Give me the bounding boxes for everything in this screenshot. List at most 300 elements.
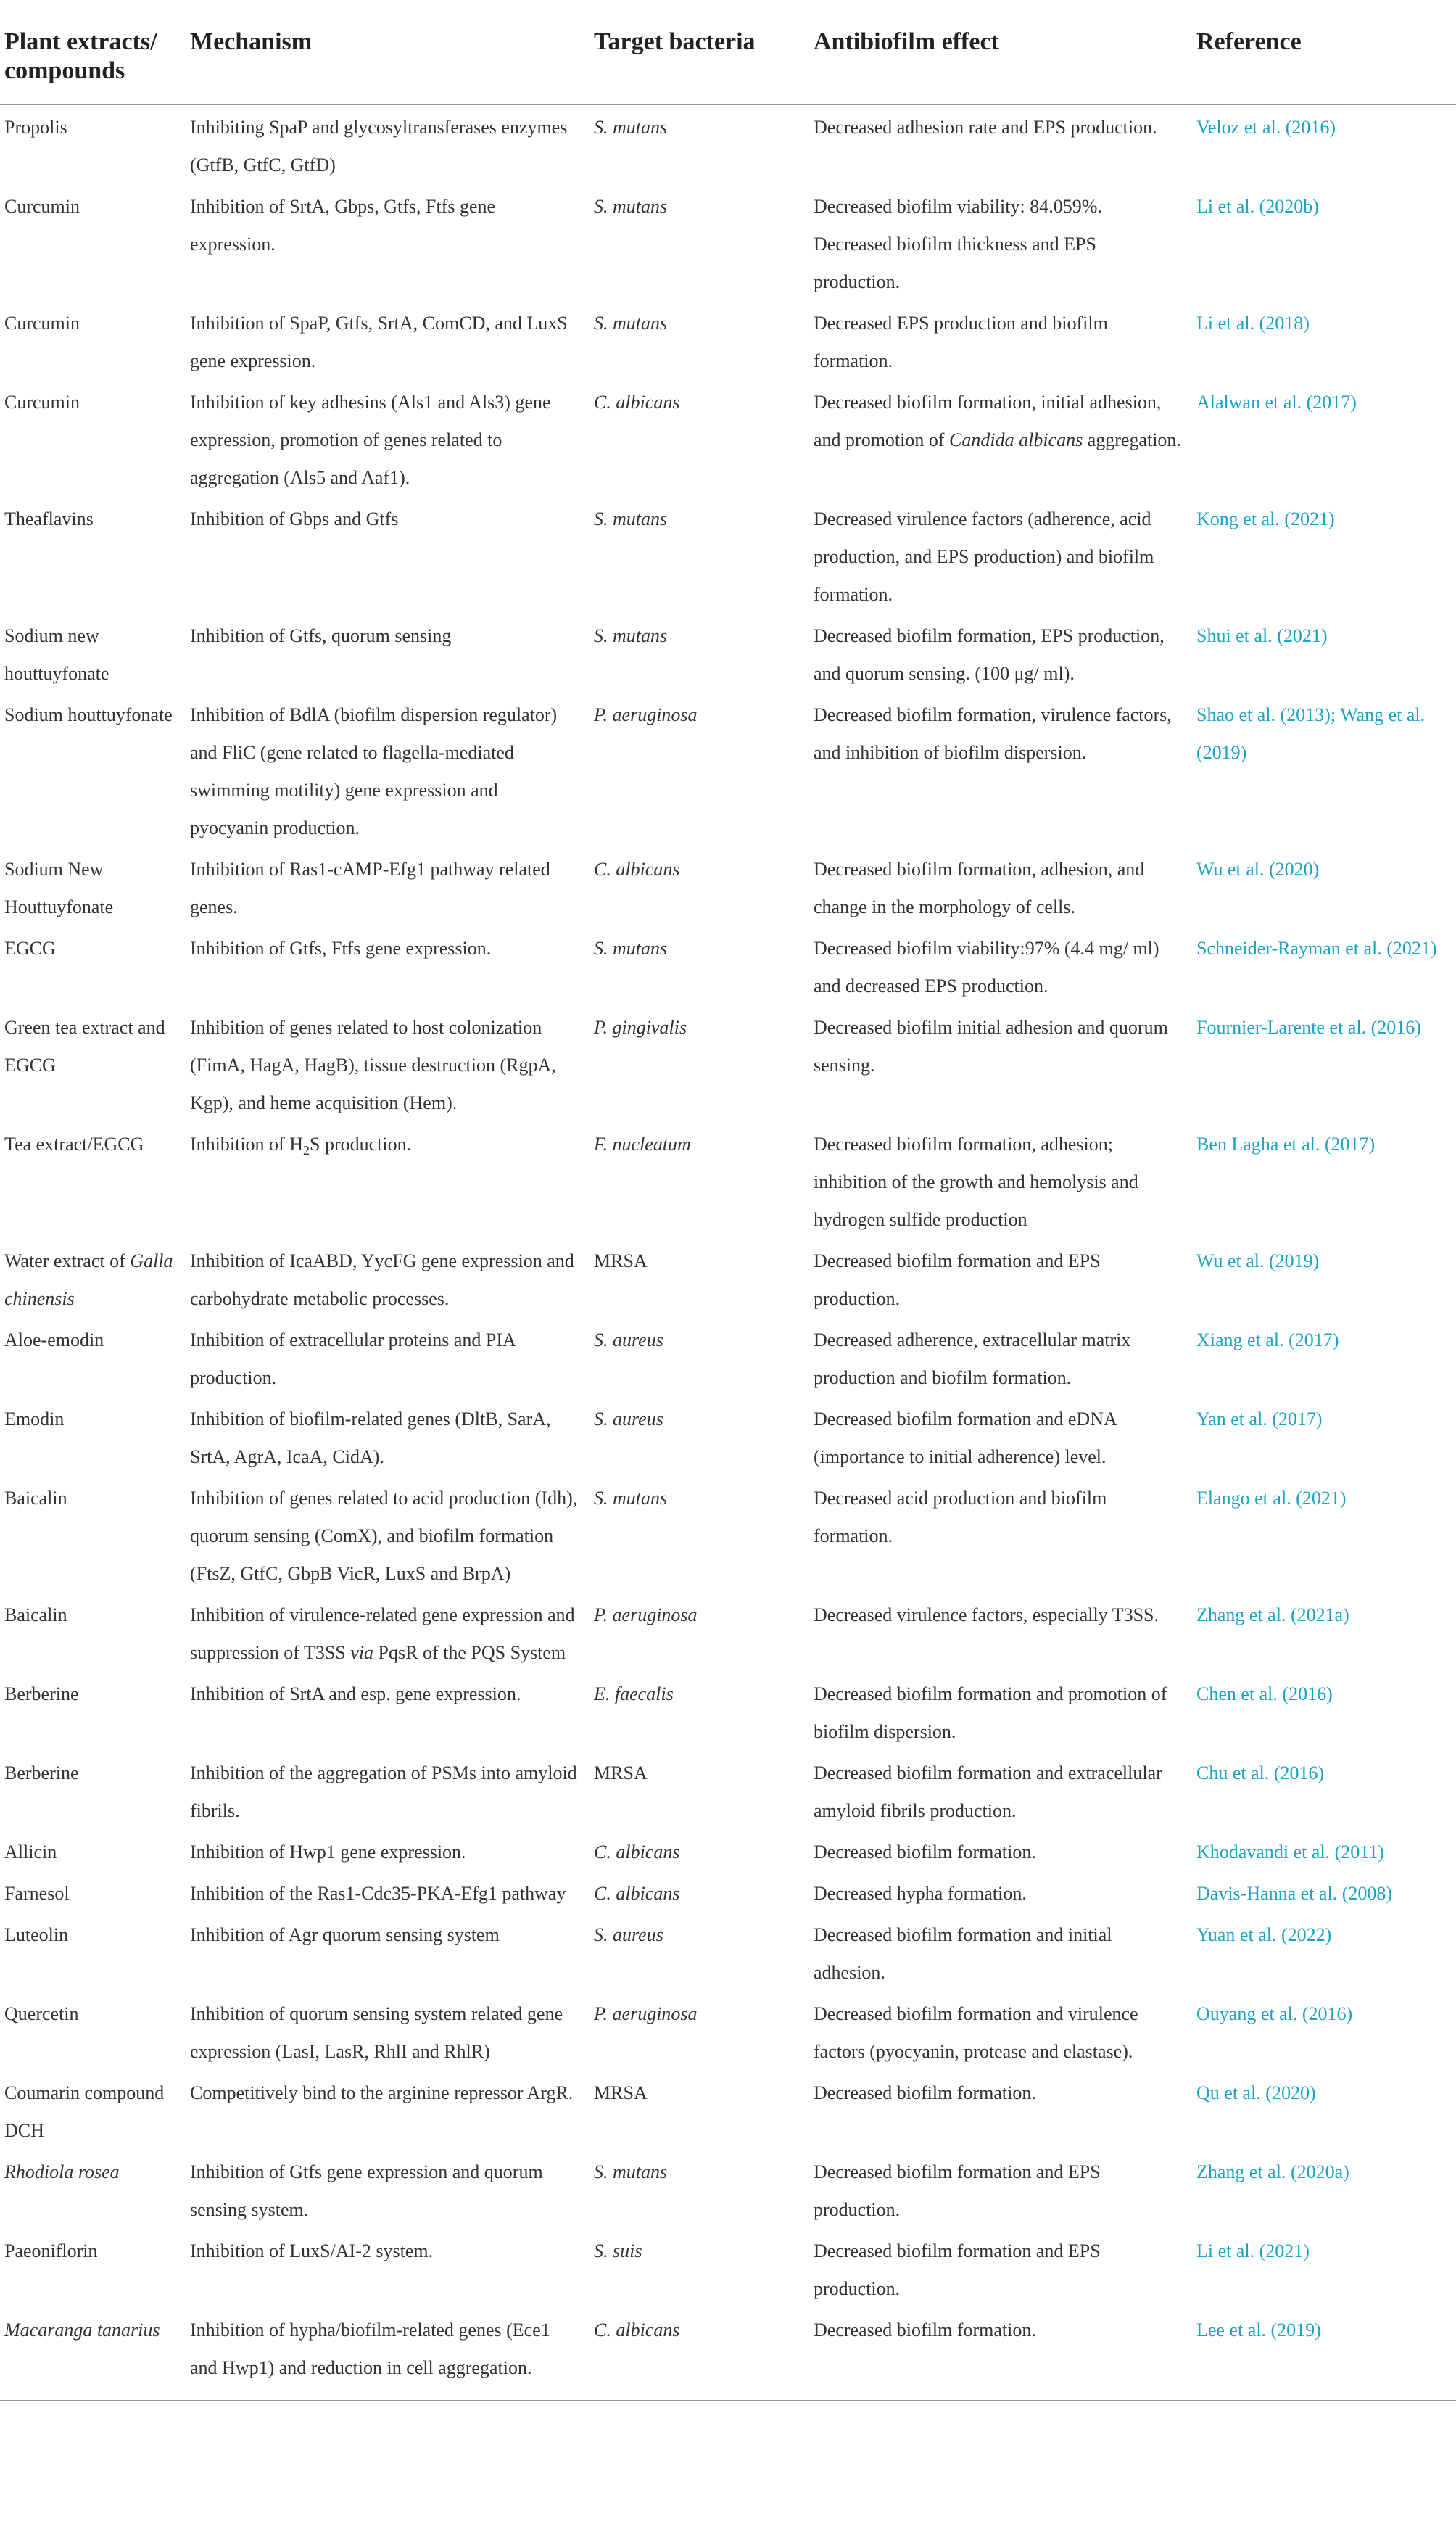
- table-row: [0, 1992, 1456, 2071]
- effect-text: Decreased acid production and biofilm formation.: [814, 1488, 1107, 1546]
- cell-reference: [1194, 1871, 1456, 1913]
- table-row: [0, 1239, 1456, 1318]
- table-row: [0, 926, 1456, 1005]
- bacteria-name: S. mutans: [594, 508, 668, 529]
- cell-reference: [1194, 105, 1456, 185]
- effect-text: Decreased hypha formation.: [814, 1883, 1027, 1904]
- cell-target-bacteria: [592, 1397, 814, 1476]
- cell-antibiofilm-effect: [814, 1830, 1194, 1871]
- bacteria-name: S. mutans: [594, 1488, 668, 1509]
- mechanism-text: Inhibition of Gtfs, quorum sensing: [190, 625, 452, 646]
- reference-link[interactable]: Kong et al. (2021): [1196, 508, 1335, 529]
- cell-target-bacteria: [592, 301, 814, 380]
- table-row: [0, 184, 1456, 301]
- cell-reference: [1194, 2150, 1456, 2229]
- cell-reference: [1194, 2308, 1456, 2401]
- cell-antibiofilm-effect: [814, 1239, 1194, 1318]
- cell-target-bacteria: [592, 497, 814, 614]
- header-reference: Reference: [1194, 0, 1456, 105]
- compound-text: Berberine: [4, 1683, 79, 1704]
- cell-antibiofilm-effect: [814, 1871, 1194, 1913]
- mechanism-text: Inhibition of hypha/biofilm-related genes (Ece1 and Hwp1) and reduction in cell aggregation.: [190, 2319, 550, 2378]
- compound-text: Berberine: [4, 1762, 79, 1783]
- cell-target-bacteria: [592, 926, 814, 1005]
- cell-target-bacteria: [592, 693, 814, 847]
- cell-reference: [1194, 1122, 1456, 1239]
- table-row: [0, 2150, 1456, 2229]
- effect-text: Decreased biofilm formation and EPS production.: [814, 1250, 1101, 1309]
- effect-text: Decreased biofilm formation.: [814, 1842, 1036, 1863]
- effect-text: Decreased biofilm formation and EPS production.: [814, 2161, 1101, 2220]
- bacteria-name: F. nucleatum: [594, 1134, 691, 1155]
- mechanism-text: Inhibition of IcaABD, YycFG gene expression and carbohydrate metabolic processes.: [190, 1250, 574, 1309]
- cell-antibiofilm-effect: [814, 1672, 1194, 1751]
- mechanism-text: Inhibition of biofilm-related genes (DltB, SarA, SrtA, AgrA, IcaA, CidA).: [190, 1409, 551, 1467]
- effect-text: Decreased biofilm formation, EPS production, and quorum sensing. (100 μg/ ml).: [814, 625, 1165, 684]
- mechanism-text: Inhibition of SrtA and esp. gene expression.: [190, 1683, 521, 1704]
- bacteria-name: S. mutans: [594, 117, 668, 138]
- compound-text: Curcumin: [4, 196, 80, 217]
- mechanism-text: PqsR of the PQS System: [373, 1642, 566, 1663]
- bacteria-name: S. aureus: [594, 1924, 663, 1945]
- compound-text: Tea extract/EGCG: [4, 1134, 144, 1155]
- reference-link[interactable]: Veloz et al. (2016): [1196, 117, 1336, 138]
- reference-link[interactable]: Alalwan et al. (2017): [1196, 392, 1357, 413]
- table-row: [0, 2071, 1456, 2150]
- bacteria-name: P. aeruginosa: [594, 2003, 698, 2024]
- mechanism-text: Competitively bind to the arginine repressor ArgR.: [190, 2082, 574, 2103]
- mechanism-text: Inhibition of H: [190, 1134, 303, 1155]
- bacteria-name: P. aeruginosa: [594, 1604, 698, 1625]
- reference-link[interactable]: Wu et al. (2020): [1196, 859, 1320, 880]
- cell-mechanism: [190, 2229, 592, 2308]
- table-row: [0, 1005, 1456, 1122]
- reference-link[interactable]: Fournier-Larente et al. (2016): [1196, 1017, 1421, 1038]
- cell-reference: [1194, 1913, 1456, 1992]
- bacteria-name: MRSA: [594, 2082, 648, 2103]
- cell-reference: [1194, 847, 1456, 926]
- cell-target-bacteria: [592, 1593, 814, 1672]
- cell-antibiofilm-effect: [814, 693, 1194, 847]
- effect-text: Decreased virulence factors, especially T3SS.: [814, 1604, 1159, 1625]
- effect-text: Decreased biofilm formation, virulence factors, and inhibition of biofilm dispersion.: [814, 704, 1172, 763]
- header-compounds: Plant extracts/ compounds: [0, 0, 190, 105]
- bacteria-name: MRSA: [594, 1250, 648, 1271]
- cell-mechanism: [190, 693, 592, 847]
- cell-reference: [1194, 1397, 1456, 1476]
- mechanism-text: Inhibiting SpaP and glycosyltransferases enzymes (GtfB, GtfC, GtfD): [190, 117, 568, 176]
- cell-reference: [1194, 1751, 1456, 1830]
- bacteria-name: C. albicans: [594, 1883, 680, 1904]
- cell-reference: [1194, 2071, 1456, 2150]
- effect-text: Decreased adherence, extracellular matrix production and biofilm formation.: [814, 1329, 1131, 1388]
- bacteria-name: E. faecalis: [594, 1683, 674, 1704]
- cell-compound: [0, 2229, 190, 2308]
- reference-link[interactable]: Yan et al. (2017): [1196, 1409, 1323, 1430]
- table-body: [0, 105, 1456, 2401]
- compound-text: Curcumin: [4, 392, 80, 413]
- cell-compound: [0, 1913, 190, 1992]
- compound-text: Baicalin: [4, 1488, 67, 1509]
- cell-mechanism: [190, 1830, 592, 1871]
- compound-text: Emodin: [4, 1409, 65, 1430]
- header-antibiofilm-effect: Antibiofilm effect: [814, 0, 1194, 105]
- cell-mechanism: [190, 301, 592, 380]
- cell-mechanism: [190, 380, 592, 497]
- table-row: [0, 693, 1456, 847]
- table-row: [0, 2308, 1456, 2401]
- bacteria-name: C. albicans: [594, 2319, 680, 2341]
- cell-target-bacteria: [592, 614, 814, 693]
- reference-link[interactable]: Ouyang et al. (2016): [1196, 2003, 1353, 2024]
- cell-mechanism: [190, 1913, 592, 1992]
- cell-antibiofilm-effect: [814, 1397, 1194, 1476]
- cell-compound: [0, 2071, 190, 2150]
- effect-text: Decreased biofilm viability:97% (4.4 mg/ ml) and decreased EPS production.: [814, 938, 1159, 997]
- bacteria-name: S. suis: [594, 2240, 642, 2261]
- cell-target-bacteria: [592, 1122, 814, 1239]
- cell-compound: [0, 1672, 190, 1751]
- cell-mechanism: [190, 2150, 592, 2229]
- cell-mechanism: [190, 1122, 592, 1239]
- cell-mechanism: [190, 1239, 592, 1318]
- table-row: [0, 614, 1456, 693]
- mechanism-text: Inhibition of Agr quorum sensing system: [190, 1924, 500, 1945]
- cell-compound: [0, 1751, 190, 1830]
- cell-antibiofilm-effect: [814, 1992, 1194, 2071]
- cell-mechanism: [190, 614, 592, 693]
- cell-compound: [0, 2308, 190, 2401]
- mechanism-text: Inhibition of virulence-related gene expression and suppression of T3SS: [190, 1604, 575, 1663]
- effect-text: Decreased biofilm formation and EPS production.: [814, 2240, 1101, 2299]
- cell-mechanism: [190, 926, 592, 1005]
- cell-mechanism: [190, 1005, 592, 1122]
- cell-reference: [1194, 184, 1456, 301]
- mechanism-text: Inhibition of SrtA, Gbps, Gtfs, Ftfs gene expression.: [190, 196, 496, 255]
- table-row: [0, 1913, 1456, 1992]
- cell-mechanism: [190, 1751, 592, 1830]
- cell-mechanism: [190, 1593, 592, 1672]
- cell-target-bacteria: [592, 105, 814, 185]
- effect-text: Decreased biofilm formation and promotion of biofilm dispersion.: [814, 1683, 1167, 1742]
- reference-link[interactable]: Wu et al. (2019): [1196, 1250, 1320, 1271]
- cell-reference: [1194, 1239, 1456, 1318]
- cell-compound: [0, 1239, 190, 1318]
- cell-target-bacteria: [592, 2071, 814, 2150]
- table-row: [0, 1593, 1456, 1672]
- cell-mechanism: [190, 497, 592, 614]
- mechanism-text: Inhibition of the Ras1-Cdc35-PKA-Efg1 pathway: [190, 1883, 566, 1904]
- cell-reference: [1194, 1672, 1456, 1751]
- effect-text: Decreased biofilm formation, initial adhesion, and promotion of: [814, 392, 1162, 450]
- compound-text: Farnesol: [4, 1883, 70, 1904]
- effect-text: Decreased biofilm formation and initial adhesion.: [814, 1924, 1112, 1983]
- compound-text: Curcumin: [4, 313, 80, 334]
- compound-text: Luteolin: [4, 1924, 69, 1945]
- compound-text: Macaranga tanarius: [4, 2319, 160, 2341]
- mechanism-text: Inhibition of Gtfs, Ftfs gene expression.: [190, 938, 492, 959]
- cell-compound: [0, 847, 190, 926]
- mechanism-text: Inhibition of key adhesins (Als1 and Als3) gene expression, promotion of genes related to aggregation (Als5 and Aaf1).: [190, 392, 551, 488]
- cell-antibiofilm-effect: [814, 847, 1194, 926]
- reference-link[interactable]: Chen et al. (2016): [1196, 1683, 1333, 1704]
- reference-link[interactable]: Li et al. (2020b): [1196, 196, 1319, 217]
- reference-link[interactable]: Zhang et al. (2020a): [1196, 2161, 1349, 2182]
- cell-reference: [1194, 1318, 1456, 1397]
- table-row: [0, 380, 1456, 497]
- cell-target-bacteria: [592, 1239, 814, 1318]
- cell-target-bacteria: [592, 1830, 814, 1871]
- cell-mechanism: [190, 1318, 592, 1397]
- compound-text: Rhodiola rosea: [4, 2161, 120, 2182]
- cell-reference: [1194, 1830, 1456, 1871]
- compound-text: Sodium houttuyfonate: [4, 704, 173, 725]
- header-mechanism: Mechanism: [190, 0, 592, 105]
- mechanism-text: Inhibition of BdlA (biofilm dispersion regulator) and FliC (gene related to flagella-mediated swimming motility) gene expression and pyocyanin production.: [190, 704, 558, 838]
- cell-mechanism: [190, 847, 592, 926]
- compound-text: Green tea extract and EGCG: [4, 1017, 165, 1076]
- cell-compound: [0, 497, 190, 614]
- effect-species-name: Candida albicans: [949, 429, 1083, 450]
- cell-compound: [0, 1397, 190, 1476]
- cell-compound: [0, 1476, 190, 1593]
- reference-link[interactable]: Davis-Hanna et al. (2008): [1196, 1883, 1393, 1904]
- mechanism-text: Inhibition of quorum sensing system related gene expression (LasI, LasR, RhlI and RhlR): [190, 2003, 563, 2062]
- cell-reference: [1194, 380, 1456, 497]
- cell-compound: [0, 1871, 190, 1913]
- table-row: [0, 1871, 1456, 1913]
- effect-text: Decreased virulence factors (adherence, acid production, and EPS production) and biofilm formation.: [814, 508, 1154, 605]
- bacteria-name: S. mutans: [594, 938, 668, 959]
- effect-text: Decreased adhesion rate and EPS production.: [814, 117, 1157, 138]
- cell-antibiofilm-effect: [814, 1476, 1194, 1593]
- compound-text: Quercetin: [4, 2003, 79, 2024]
- cell-reference: [1194, 614, 1456, 693]
- cell-antibiofilm-effect: [814, 105, 1194, 185]
- mechanism-italic-text: via: [350, 1642, 374, 1663]
- bacteria-name: P. aeruginosa: [594, 704, 698, 725]
- bacteria-name: C. albicans: [594, 1842, 680, 1863]
- cell-compound: [0, 1318, 190, 1397]
- cell-antibiofilm-effect: [814, 1593, 1194, 1672]
- compound-text: Coumarin compound DCH: [4, 2082, 165, 2141]
- reference-link[interactable]: Khodavandi et al. (2011): [1196, 1842, 1384, 1863]
- mechanism-text: Inhibition of genes related to host colonization (FimA, HagA, HagB), tissue destruction (RgpA, Kgp), and heme acquisition (Hem).: [190, 1017, 556, 1113]
- mechanism-text: Inhibition of SpaP, Gtfs, SrtA, ComCD, and LuxS gene expression.: [190, 313, 568, 371]
- cell-antibiofilm-effect: [814, 2229, 1194, 2308]
- cell-antibiofilm-effect: [814, 497, 1194, 614]
- cell-target-bacteria: [592, 380, 814, 497]
- compound-text: Sodium new houttuyfonate: [4, 625, 109, 684]
- bacteria-name: C. albicans: [594, 392, 680, 413]
- cell-mechanism: [190, 1476, 592, 1593]
- cell-compound: [0, 1593, 190, 1672]
- bacteria-name: S. mutans: [594, 313, 668, 334]
- cell-mechanism: [190, 1871, 592, 1913]
- cell-target-bacteria: [592, 1751, 814, 1830]
- cell-mechanism: [190, 184, 592, 301]
- bacteria-name: S. mutans: [594, 625, 668, 646]
- table-row: [0, 301, 1456, 380]
- table-header: [0, 0, 1456, 105]
- cell-reference: [1194, 301, 1456, 380]
- cell-reference: [1194, 693, 1456, 847]
- cell-reference: [1194, 926, 1456, 1005]
- mechanism-text: Inhibition of LuxS/AI-2 system.: [190, 2240, 434, 2261]
- cell-reference: [1194, 2229, 1456, 2308]
- cell-target-bacteria: [592, 2229, 814, 2308]
- mechanism-text: Inhibition of genes related to acid production (Idh), quorum sensing (ComX), and biofilm formation (FtsZ, GtfC, GbpB VicR, LuxS and BrpA): [190, 1488, 578, 1584]
- cell-compound: [0, 1992, 190, 2071]
- bacteria-name: S. mutans: [594, 2161, 668, 2182]
- table-row: [0, 1318, 1456, 1397]
- compound-text: Propolis: [4, 117, 67, 138]
- compound-text: EGCG: [4, 938, 56, 959]
- cell-target-bacteria: [592, 2150, 814, 2229]
- bacteria-name: S. mutans: [594, 196, 668, 217]
- cell-reference: [1194, 497, 1456, 614]
- cell-mechanism: [190, 1672, 592, 1751]
- cell-compound: [0, 614, 190, 693]
- cell-antibiofilm-effect: [814, 380, 1194, 497]
- cell-target-bacteria: [592, 1476, 814, 1593]
- effect-text: Decreased biofilm formation.: [814, 2082, 1036, 2103]
- cell-target-bacteria: [592, 2308, 814, 2401]
- cell-compound: [0, 926, 190, 1005]
- mechanism-text: Inhibition of Ras1-cAMP-Efg1 pathway related genes.: [190, 859, 550, 917]
- bacteria-name: C. albicans: [594, 859, 680, 880]
- reference-link[interactable]: Shui et al. (2021): [1196, 625, 1328, 646]
- table-row: [0, 847, 1456, 926]
- cell-antibiofilm-effect: [814, 1751, 1194, 1830]
- cell-mechanism: [190, 1397, 592, 1476]
- effect-text: Decreased biofilm formation and extracellular amyloid fibrils production.: [814, 1762, 1162, 1821]
- effect-text: Decreased biofilm initial adhesion and quorum sensing.: [814, 1017, 1168, 1076]
- cell-reference: [1194, 1476, 1456, 1593]
- compound-text: Paeoniflorin: [4, 2240, 98, 2261]
- reference-link[interactable]: Ben Lagha et al. (2017): [1196, 1134, 1376, 1155]
- cell-antibiofilm-effect: [814, 1005, 1194, 1122]
- effect-text: Decreased biofilm formation, adhesion; inhibition of the growth and hemolysis and hydrogen sulfide production: [814, 1134, 1138, 1230]
- reference-link[interactable]: Yuan et al. (2022): [1196, 1924, 1332, 1945]
- reference-link[interactable]: Shao et al. (2013); Wang et al. (2019): [1196, 704, 1426, 763]
- reference-link[interactable]: Li et al. (2021): [1196, 2240, 1310, 2261]
- mechanism-text: Inhibition of Hwp1 gene expression.: [190, 1842, 466, 1863]
- cell-mechanism: [190, 1992, 592, 2071]
- bacteria-name: P. gingivalis: [594, 1017, 687, 1038]
- reference-link[interactable]: Li et al. (2018): [1196, 313, 1310, 334]
- table-row: [0, 1830, 1456, 1871]
- table-row: [0, 2229, 1456, 2308]
- bacteria-name: MRSA: [594, 1762, 648, 1783]
- reference-link[interactable]: Chu et al. (2016): [1196, 1762, 1325, 1783]
- reference-link[interactable]: Elango et al. (2021): [1196, 1488, 1347, 1509]
- cell-reference: [1194, 1593, 1456, 1672]
- mechanism-text: Inhibition of Gbps and Gtfs: [190, 508, 399, 529]
- header-target-bacteria: Target bacteria: [592, 0, 814, 105]
- bacteria-name: S. aureus: [594, 1409, 663, 1430]
- effect-text: Decreased EPS production and biofilm formation.: [814, 313, 1108, 371]
- cell-reference: [1194, 1005, 1456, 1122]
- reference-link[interactable]: Zhang et al. (2021a): [1196, 1604, 1349, 1625]
- mechanism-text: Inhibition of extracellular proteins and PIA production.: [190, 1329, 516, 1388]
- cell-compound: [0, 105, 190, 185]
- cell-reference: [1194, 1992, 1456, 2071]
- cell-mechanism: [190, 105, 592, 185]
- table-row: [0, 1476, 1456, 1593]
- effect-text: Decreased biofilm viability: 84.059%. Decreased biofilm thickness and EPS production.: [814, 196, 1102, 292]
- cell-antibiofilm-effect: [814, 1318, 1194, 1397]
- effect-text: Decreased biofilm formation.: [814, 2319, 1036, 2341]
- cell-compound: [0, 1830, 190, 1871]
- reference-link[interactable]: Qu et al. (2020): [1196, 2082, 1316, 2103]
- bacteria-name: S. aureus: [594, 1329, 663, 1350]
- effect-text: Decreased biofilm formation and virulence factors (pyocyanin, protease and elastase).: [814, 2003, 1138, 2062]
- mechanism-text: Inhibition of the aggregation of PSMs into amyloid fibrils.: [190, 1762, 577, 1821]
- compound-text: Water extract of: [4, 1250, 131, 1271]
- compound-text: Baicalin: [4, 1604, 67, 1625]
- cell-compound: [0, 1122, 190, 1239]
- table-row: [0, 1751, 1456, 1830]
- compound-text: Aloe-emodin: [4, 1329, 104, 1350]
- reference-link[interactable]: Lee et al. (2019): [1196, 2319, 1321, 2341]
- cell-antibiofilm-effect: [814, 614, 1194, 693]
- cell-antibiofilm-effect: [814, 2150, 1194, 2229]
- table-row: [0, 105, 1456, 185]
- cell-mechanism: [190, 2308, 592, 2401]
- cell-antibiofilm-effect: [814, 2308, 1194, 2401]
- cell-target-bacteria: [592, 1871, 814, 1913]
- cell-mechanism: [190, 2071, 592, 2150]
- compound-text: Theaflavins: [4, 508, 94, 529]
- table-row: [0, 1122, 1456, 1239]
- effect-text: Decreased biofilm formation, adhesion, and change in the morphology of cells.: [814, 859, 1145, 917]
- cell-target-bacteria: [592, 1318, 814, 1397]
- cell-target-bacteria: [592, 847, 814, 926]
- cell-target-bacteria: [592, 1005, 814, 1122]
- table-row: [0, 1672, 1456, 1751]
- effect-text: Decreased biofilm formation and eDNA (importance to initial adherence) level.: [814, 1409, 1117, 1467]
- cell-compound: [0, 2150, 190, 2229]
- reference-link[interactable]: Xiang et al. (2017): [1196, 1329, 1339, 1350]
- cell-antibiofilm-effect: [814, 1913, 1194, 1992]
- table-row: [0, 1397, 1456, 1476]
- cell-compound: [0, 380, 190, 497]
- cell-antibiofilm-effect: [814, 301, 1194, 380]
- cell-antibiofilm-effect: [814, 184, 1194, 301]
- cell-compound: [0, 301, 190, 380]
- cell-compound: [0, 693, 190, 847]
- cell-target-bacteria: [592, 1992, 814, 2071]
- cell-target-bacteria: [592, 1672, 814, 1751]
- compound-species-name: Galla chinensis: [4, 1250, 173, 1309]
- compound-text: Allicin: [4, 1842, 57, 1863]
- compound-text: Sodium New Houttuyfonate: [4, 859, 114, 917]
- cell-target-bacteria: [592, 1913, 814, 1992]
- reference-link[interactable]: Schneider-Rayman et al. (2021): [1196, 938, 1437, 959]
- cell-antibiofilm-effect: [814, 926, 1194, 1005]
- mechanism-subscript: 2: [303, 1143, 310, 1158]
- cell-antibiofilm-effect: [814, 1122, 1194, 1239]
- cell-target-bacteria: [592, 184, 814, 301]
- header-row: [0, 0, 1456, 105]
- effect-text: aggregation.: [1083, 429, 1181, 450]
- mechanism-text: Inhibition of Gtfs gene expression and quorum sensing system.: [190, 2161, 543, 2220]
- table-row: [0, 497, 1456, 614]
- cell-antibiofilm-effect: [814, 2071, 1194, 2150]
- cell-compound: [0, 1005, 190, 1122]
- cell-compound: [0, 184, 190, 301]
